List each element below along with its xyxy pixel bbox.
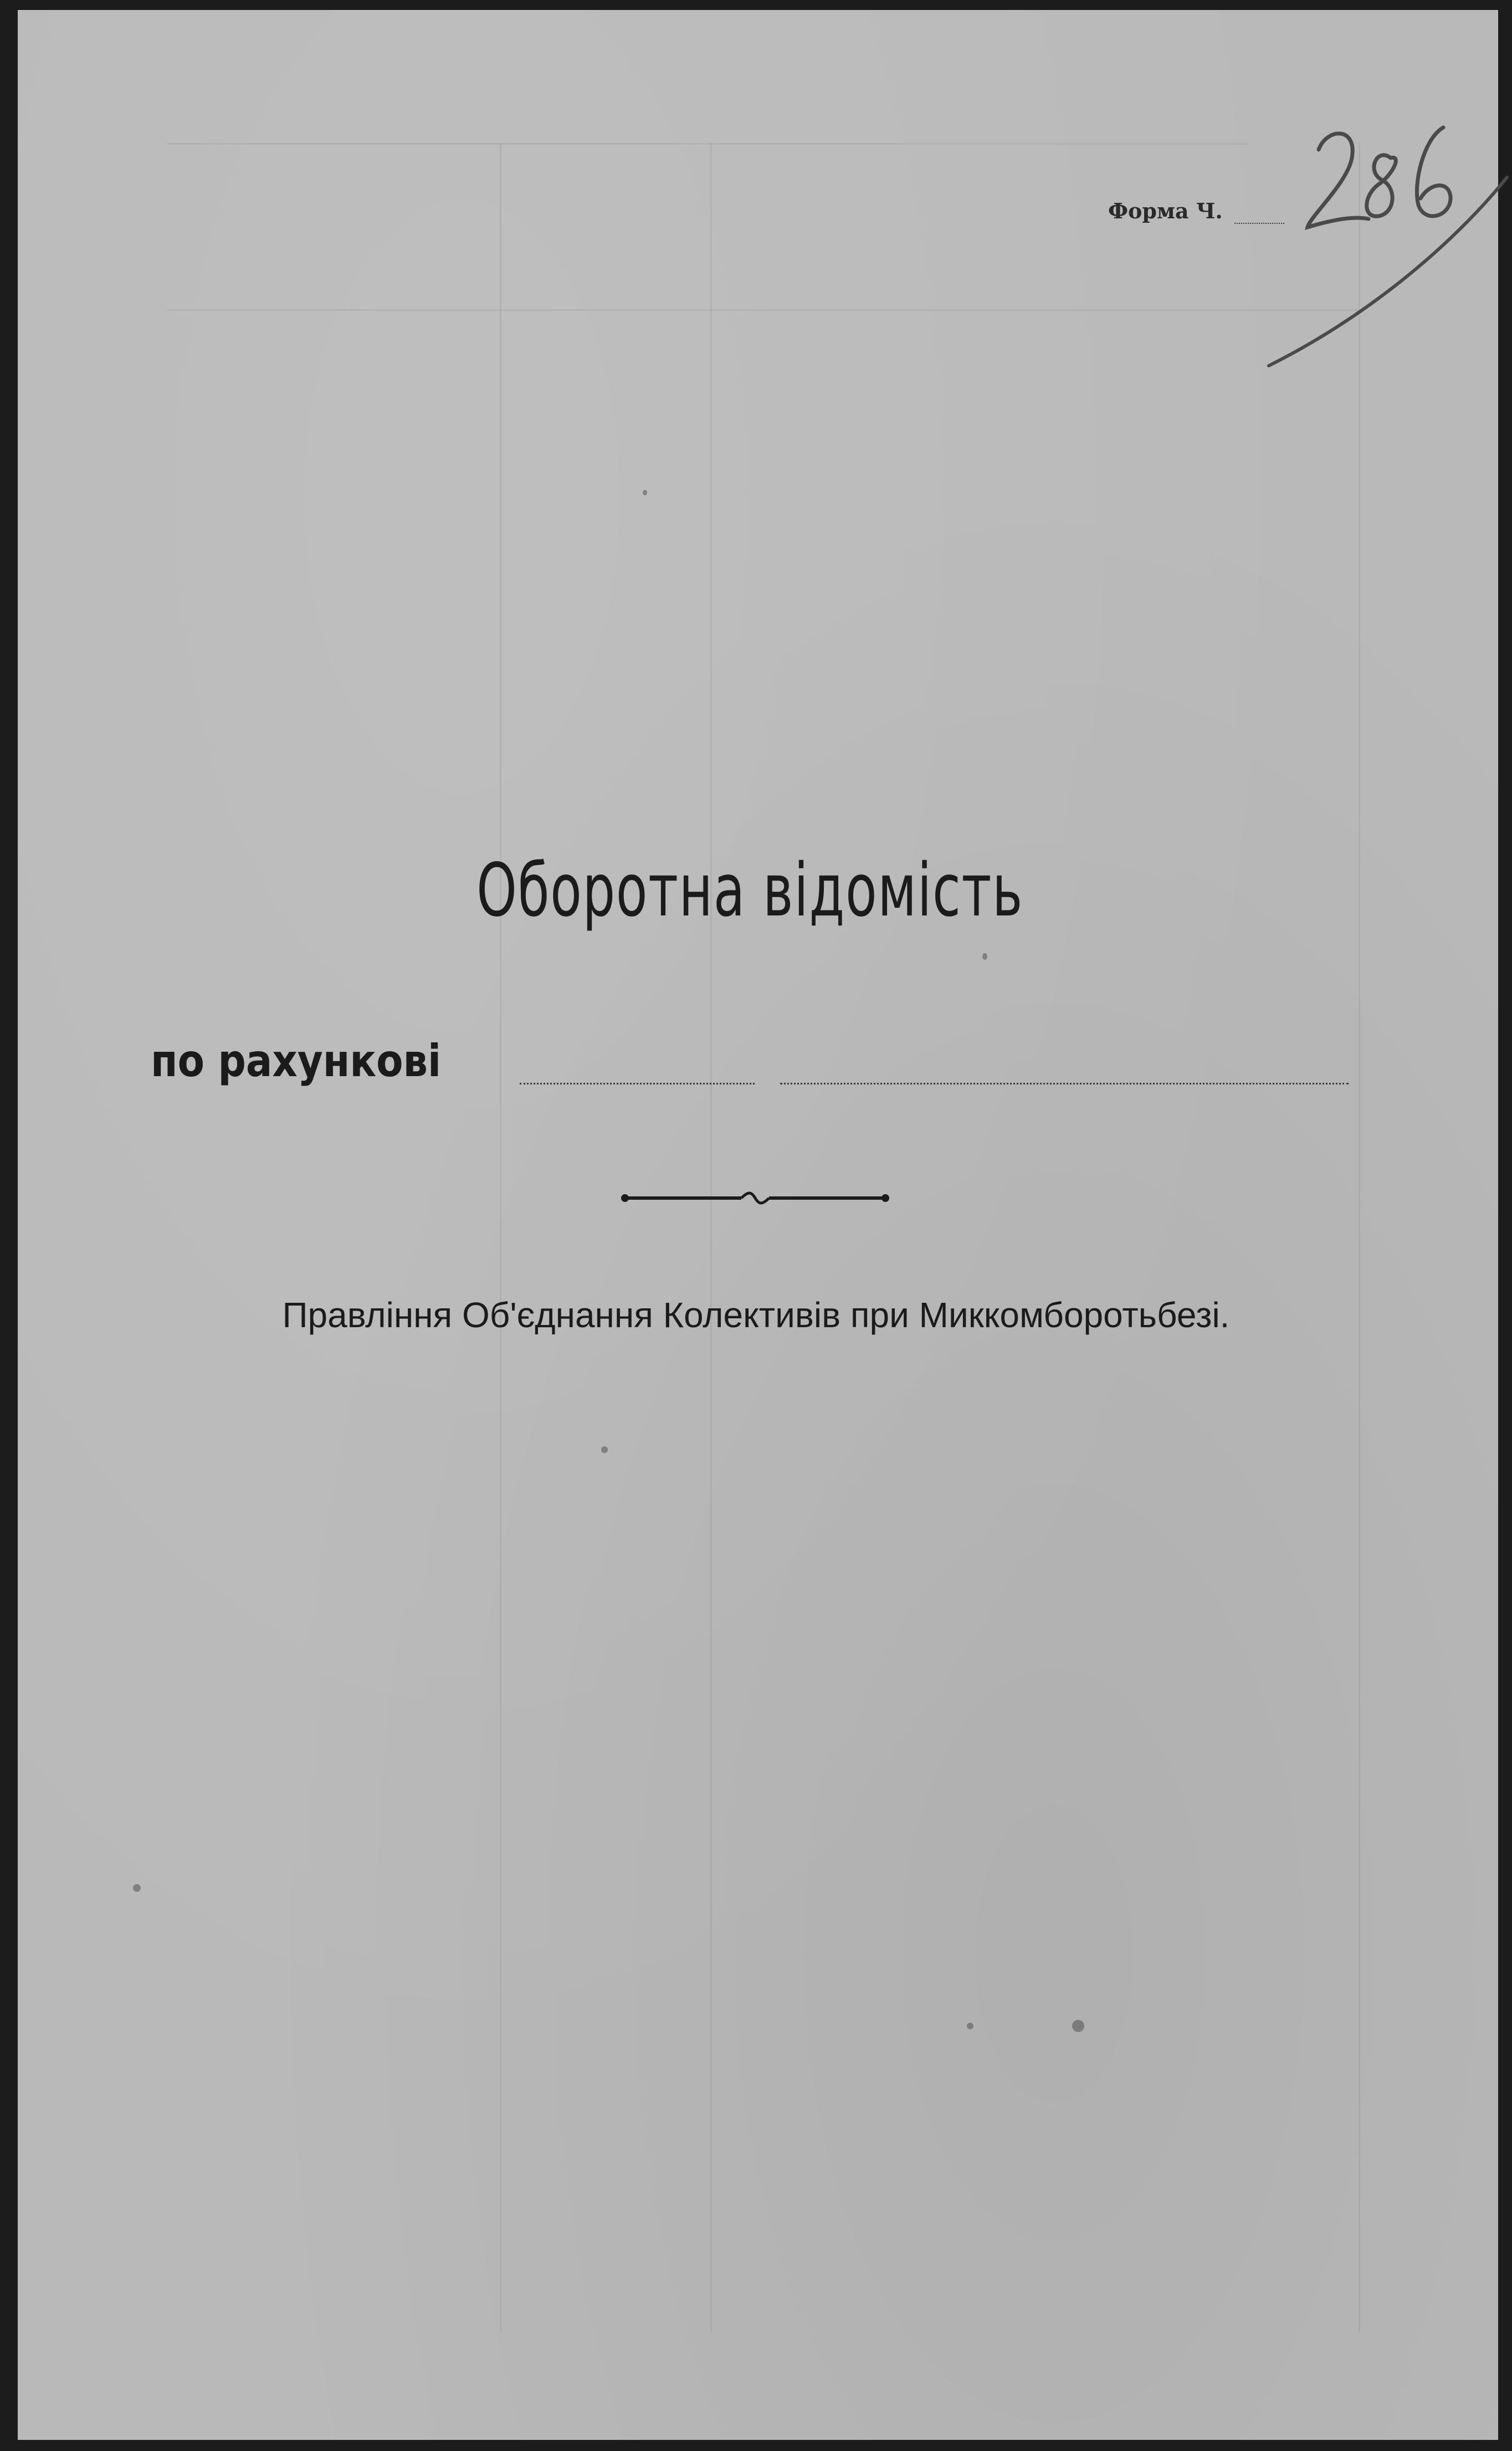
bleed-through-line — [710, 143, 712, 2332]
bleed-through-line — [500, 143, 501, 2332]
paper-speck — [982, 953, 987, 960]
form-label: Форма Ч. — [1108, 198, 1223, 223]
paper-speck — [601, 1446, 608, 1453]
account-number-line — [520, 1083, 755, 1084]
organization-name: Правління Об'єднання Колективів при Миккомборотьбезі. — [282, 1295, 1230, 1335]
paper-speck — [133, 1884, 141, 1892]
handwritten-folio-number — [1252, 105, 1512, 382]
bleed-through-line — [167, 309, 1359, 311]
decorative-divider — [619, 1187, 891, 1209]
account-name-line — [780, 1083, 1349, 1084]
bleed-through-line — [1359, 143, 1360, 2332]
paper-speck — [643, 490, 647, 495]
paper-speck — [1072, 2020, 1084, 2032]
paper-speck — [967, 2023, 973, 2029]
account-label: по рахункові — [151, 1035, 442, 1087]
document-title: Оборотна відомість — [476, 848, 1024, 933]
bleed-through-line — [167, 143, 1248, 145]
